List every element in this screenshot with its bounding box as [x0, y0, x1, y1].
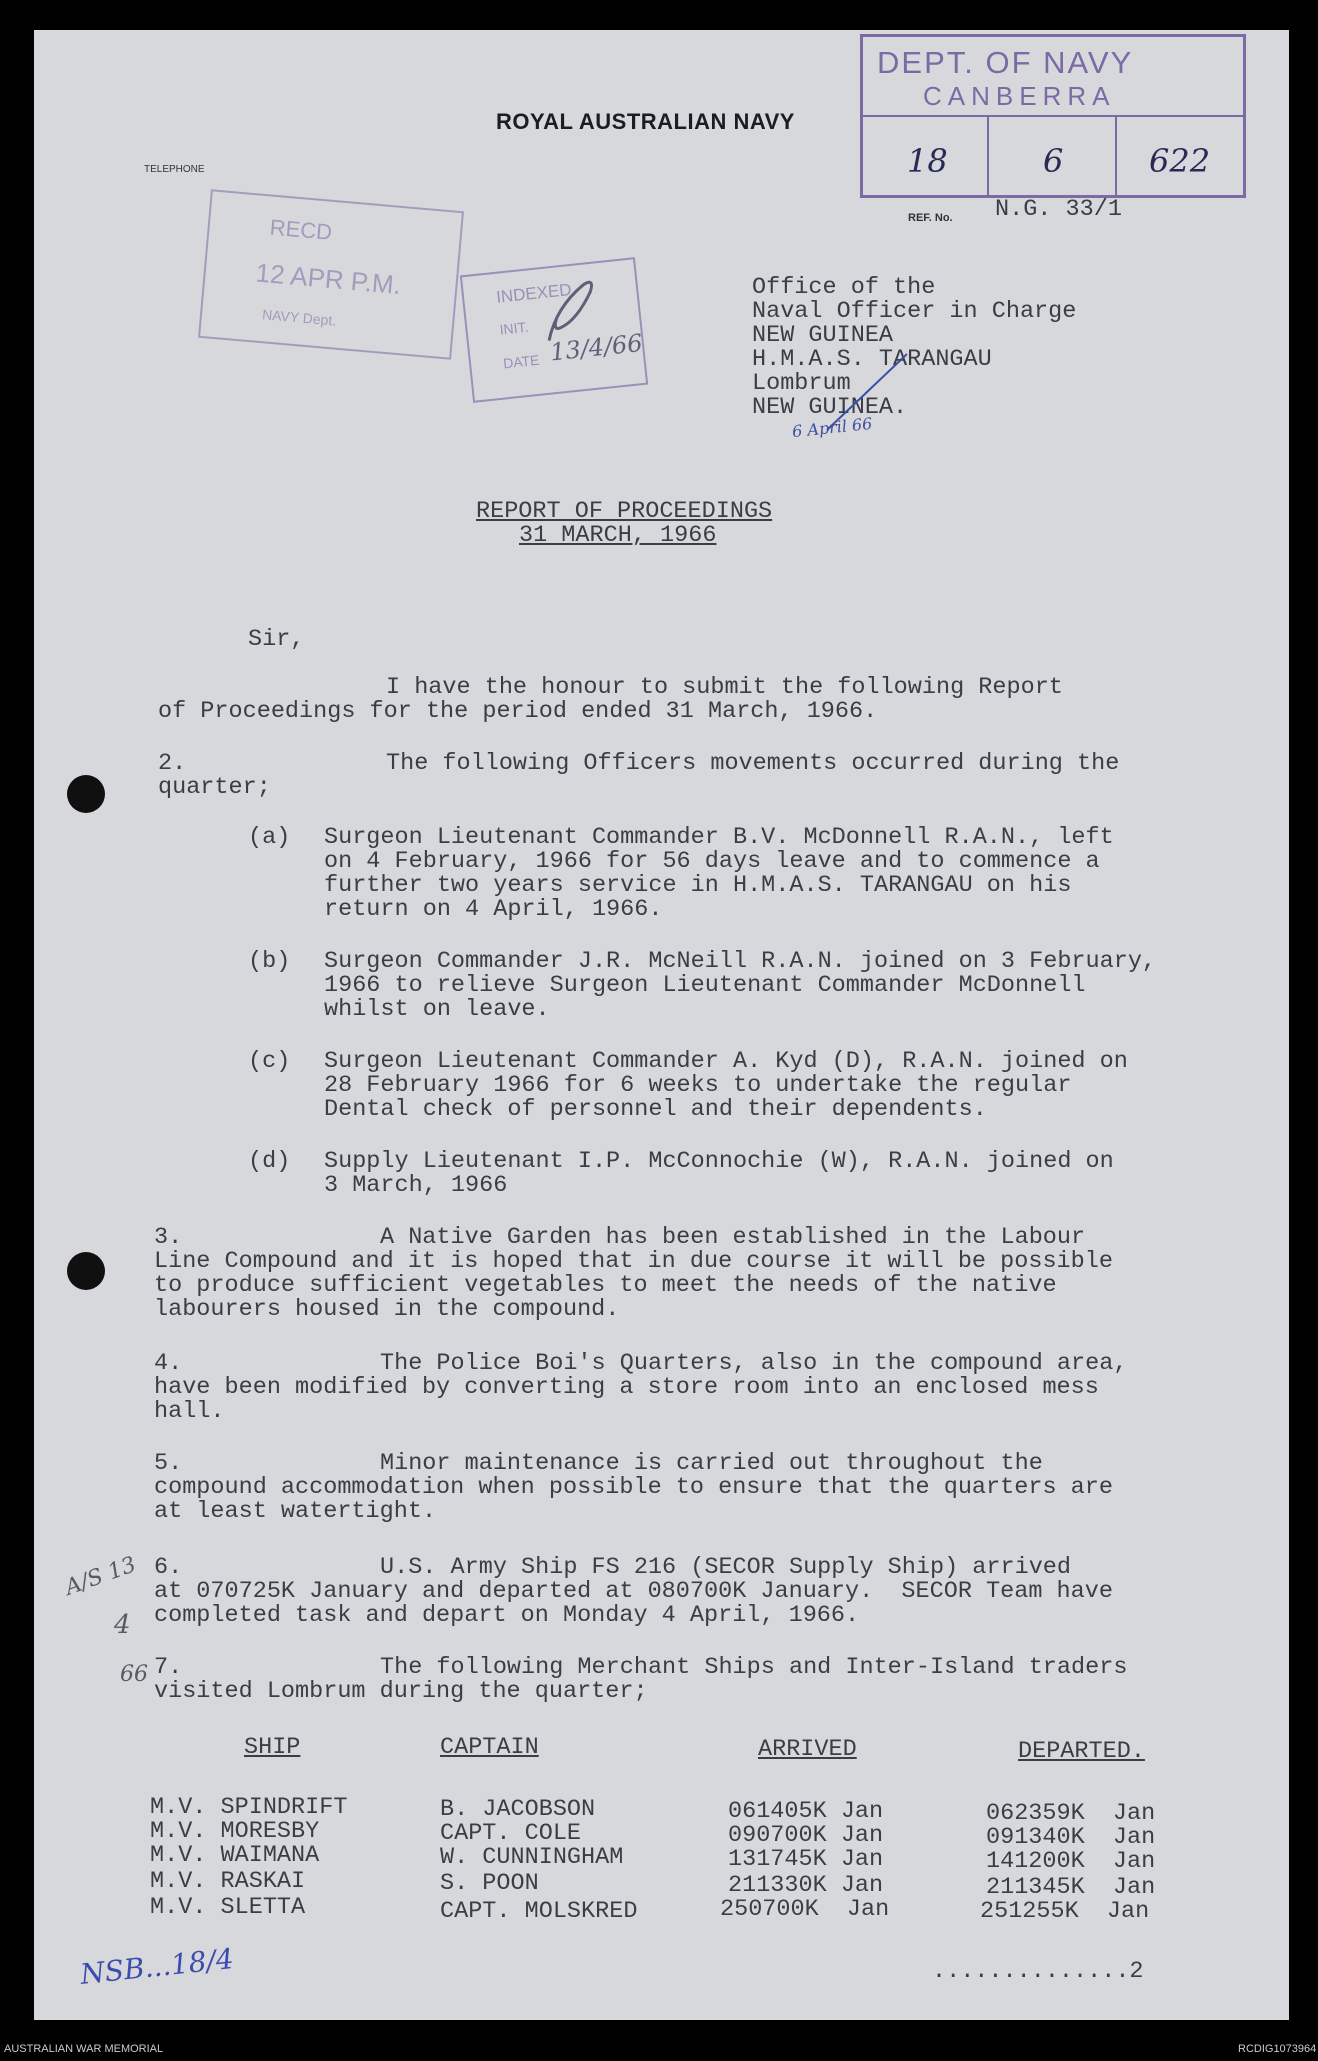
item-label: (a)	[248, 824, 291, 851]
address-line: Naval Officer in Charge	[752, 298, 1077, 325]
para3-line: Line Compound and it is hoped that in due course it will be possible	[154, 1248, 1113, 1275]
ship-departed: 141200K Jan	[986, 1848, 1156, 1875]
margin-note: 66	[120, 1662, 148, 1687]
item-line: further two years service in H.M.A.S. TARANGAU on his	[324, 872, 1072, 899]
indexed-hand-date: 13/4/66	[548, 328, 644, 367]
item-line: on 4 February, 1966 for 56 days leave and to commence a	[324, 848, 1100, 875]
punch-hole	[67, 1252, 105, 1290]
registry-stamp-dept: NAVY Dept.	[261, 306, 337, 329]
item-line: Surgeon Lieutenant Commander B.V. McDonnell R.A.N., left	[324, 824, 1114, 851]
stamp-hand-month: 6	[1043, 142, 1064, 180]
ship-name: M.V. RASKAI	[150, 1868, 306, 1895]
archive-caption: AUSTRALIAN WAR MEMORIAL	[4, 2043, 164, 2055]
address-line: Lombrum	[752, 370, 851, 397]
ship-name: M.V. SPINDRIFT	[150, 1794, 348, 1821]
item-label: (b)	[248, 948, 291, 975]
para1-line: of Proceedings for the period ended 31 March, 1966.	[158, 698, 878, 725]
report-title: REPORT OF PROCEEDINGS	[476, 498, 773, 525]
ship-arrived: 211330K Jan	[728, 1872, 884, 1899]
ship-captain: S. POON	[440, 1870, 539, 1897]
para2-line: The following Officers movements occurred during the	[386, 750, 1120, 777]
address-line: NEW GUINEA	[752, 322, 894, 349]
para4-line: have been modified by converting a store room into an enclosed mess	[154, 1374, 1099, 1401]
item-line: Surgeon Lieutenant Commander A. Kyd (D), R.A.N. joined on	[324, 1048, 1128, 1075]
para3-line: labourers housed in the compound.	[154, 1296, 620, 1323]
item-line: 1966 to relieve Surgeon Lieutenant Commander McDonnell	[324, 972, 1086, 999]
address-line: H.M.A.S. TARANGAU	[752, 346, 992, 373]
para5-line: at least watertight.	[154, 1498, 437, 1525]
punch-hole	[67, 775, 105, 813]
registry-stamp-text: RECD	[268, 214, 334, 245]
para4-line: The Police Boi's Quarters, also in the compound area,	[380, 1350, 1128, 1377]
para7-line: visited Lombrum during the quarter;	[154, 1678, 648, 1705]
para1-line: I have the honour to submit the following Report	[386, 674, 1063, 701]
pen-stroke-icon	[822, 352, 912, 432]
para5-number: 5.	[154, 1450, 183, 1477]
para7-line: The following Merchant Ships and Inter-Island traders	[380, 1654, 1128, 1681]
ref-label: REF. No.	[908, 212, 953, 224]
handwritten-annotation: NSB...18/4	[78, 1942, 236, 1991]
address-line: NEW GUINEA.	[752, 394, 908, 421]
registry-stamp-date: 12 APR P.M.	[254, 257, 403, 301]
para6-line: completed task and depart on Monday 4 April, 1966.	[154, 1602, 860, 1629]
stamp-hand-number: 622	[1149, 142, 1211, 180]
continuation-marker: ..............2	[932, 1958, 1144, 1985]
document-page	[34, 30, 1289, 2020]
stamp-divider	[1115, 115, 1117, 195]
archive-id: RCDIG1073964	[1238, 2043, 1317, 2055]
ship-captain: B. JACOBSON	[440, 1796, 596, 1823]
para3-number: 3.	[154, 1224, 183, 1251]
ship-departed: 062359K Jan	[986, 1800, 1156, 1827]
para7-number: 7.	[154, 1654, 183, 1681]
item-line: 3 March, 1966	[324, 1172, 508, 1199]
para6-number: 6.	[154, 1554, 183, 1581]
table-header-ship: SHIP	[244, 1734, 301, 1761]
table-header-captain: CAPTAIN	[440, 1734, 539, 1761]
para5-line: compound accommodation when possible to ensure that the quarters are	[154, 1474, 1113, 1501]
para2-number: 2.	[158, 750, 187, 777]
ship-name: M.V. WAIMANA	[150, 1842, 320, 1869]
initials-label: INIT.	[498, 318, 530, 338]
item-line: 28 February 1966 for 6 weeks to undertake the regular	[324, 1072, 1072, 1099]
para2-line: quarter;	[158, 774, 271, 801]
ship-departed: 251255K Jan	[980, 1898, 1150, 1925]
para6-line: at 070725K January and departed at 080700K January. SECOR Team have	[154, 1578, 1113, 1605]
handwritten-date-note: 6 April 66	[791, 413, 874, 442]
ref-number: N.G. 33/1	[995, 196, 1122, 223]
item-label: (d)	[248, 1148, 291, 1175]
item-line: Supply Lieutenant I.P. McConnochie (W), R.A.N. joined on	[324, 1148, 1114, 1175]
ship-arrived: 061405K Jan	[728, 1798, 884, 1825]
para6-line: U.S. Army Ship FS 216 (SECOR Supply Ship) arrived	[380, 1554, 1072, 1581]
ship-departed: 211345K Jan	[986, 1874, 1156, 1901]
para5-line: Minor maintenance is carried out throughout the	[380, 1450, 1043, 1477]
report-date: 31 MARCH, 1966	[519, 522, 717, 549]
letterhead-title: ROYAL AUSTRALIAN NAVY	[496, 109, 795, 134]
ship-captain: W. CUNNINGHAM	[440, 1844, 624, 1871]
stamp-divider	[987, 115, 989, 195]
margin-note: A/S 13	[61, 1552, 140, 1601]
ship-captain: CAPT. MOLSKRED	[440, 1898, 638, 1925]
indexed-label: INDEXED	[495, 280, 573, 307]
ship-name: M.V. SLETTA	[150, 1894, 306, 1921]
date-label: DATE	[502, 351, 541, 372]
stamp-dept: DEPT. OF NAVY	[877, 45, 1134, 80]
initials-signature-icon	[533, 273, 610, 350]
navy-received-stamp	[860, 34, 1246, 198]
table-header-departed: DEPARTED.	[1018, 1738, 1145, 1765]
address-line: Office of the	[752, 274, 936, 301]
registry-stamp	[198, 189, 464, 360]
ship-arrived: 090700K Jan	[728, 1822, 884, 1849]
item-line: Dental check of personnel and their dependents.	[324, 1096, 987, 1123]
para3-line: to produce sufficient vegetables to meet the needs of the native	[154, 1272, 1057, 1299]
ship-arrived: 131745K Jan	[728, 1846, 884, 1873]
salutation: Sir,	[248, 626, 305, 653]
margin-note: 4	[114, 1610, 131, 1640]
stamp-hand-day: 18	[907, 142, 948, 180]
ship-arrived: 250700K Jan	[720, 1896, 890, 1923]
telephone-label: TELEPHONE	[144, 164, 205, 175]
ship-captain: CAPT. COLE	[440, 1820, 582, 1847]
ship-departed: 091340K Jan	[986, 1824, 1156, 1851]
ship-name: M.V. MORESBY	[150, 1818, 320, 1845]
table-header-arrived: ARRIVED	[758, 1736, 857, 1763]
item-label: (c)	[248, 1048, 291, 1075]
para4-number: 4.	[154, 1350, 183, 1377]
para3-line: A Native Garden has been established in the Labour	[380, 1224, 1086, 1251]
item-line: whilst on leave.	[324, 996, 550, 1023]
para4-line: hall.	[154, 1398, 225, 1425]
stamp-city: CANBERRA	[923, 81, 1116, 111]
indexed-stamp	[460, 257, 648, 403]
stamp-divider	[863, 115, 1243, 117]
item-line: return on 4 April, 1966.	[324, 896, 663, 923]
item-line: Surgeon Commander J.R. McNeill R.A.N. joined on 3 February,	[324, 948, 1157, 975]
